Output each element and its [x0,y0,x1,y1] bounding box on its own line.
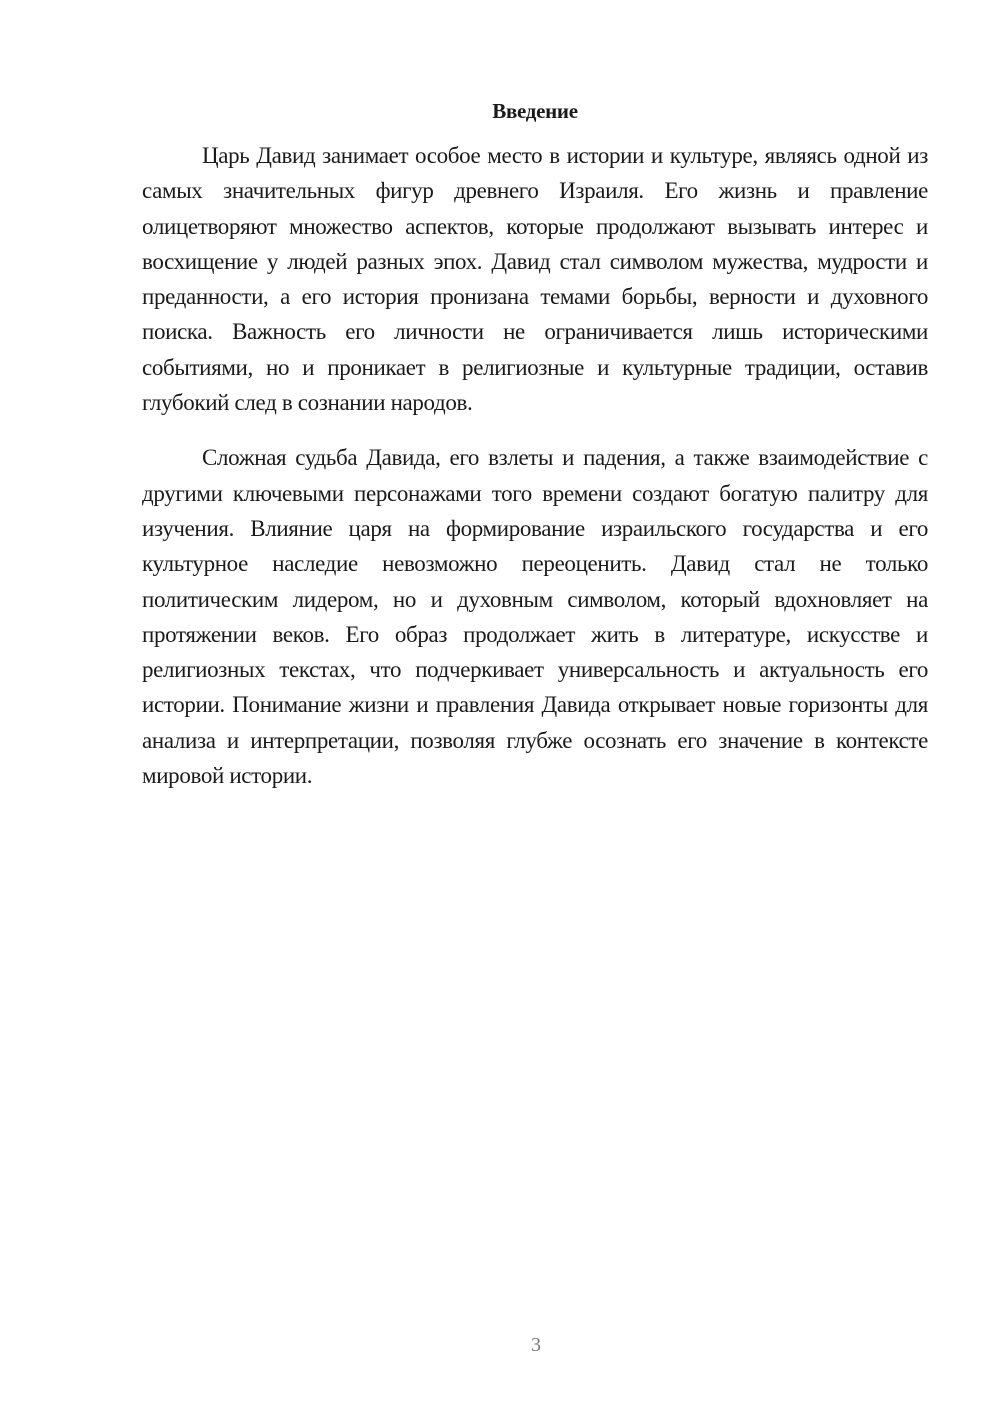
page-number: 3 [531,1334,541,1356]
paragraph-1: Царь Давид занимает особое место в истории и культуре, являясь одной из самых значительных фигур древнего Израиля. Его жизнь и правление олицетворяют множество аспектов, которые продолжают вызывать интерес и восхищение у людей разных эпох. Давид стал символом мужества, мудрости и преданности, а его история пронизана темами борьбы, верности и духовного поиска. Важность его личности не ограничивается лишь историческими событиями, но и проникает в религиозные и культурные традиции, оставив глубокий след в сознании народов. [142,143,928,416]
paragraph-2: Сложная судьба Давида, его взлеты и падения, а также взаимодействие с другими ключевыми персонажами того времени создают богатую палитру для изучения. Влияние царя на формирование израильского государства и его культурное наследие невозможно переоценить. Давид стал не только политическим лидером, но и духовным символом, который вдохновляет на протяжении веков. Его образ продолжает жить в литературе, искусстве и религиозных текстах, что подчеркивает универсальность и актуальность его истории. Понимание жизни и правления Давида открывает новые горизонты для анализа и интерпретации, позволяя глубже осознать его значение в контексте мировой истории. [142,445,928,789]
section-title: Введение [492,99,578,123]
page-content [142,98,928,813]
